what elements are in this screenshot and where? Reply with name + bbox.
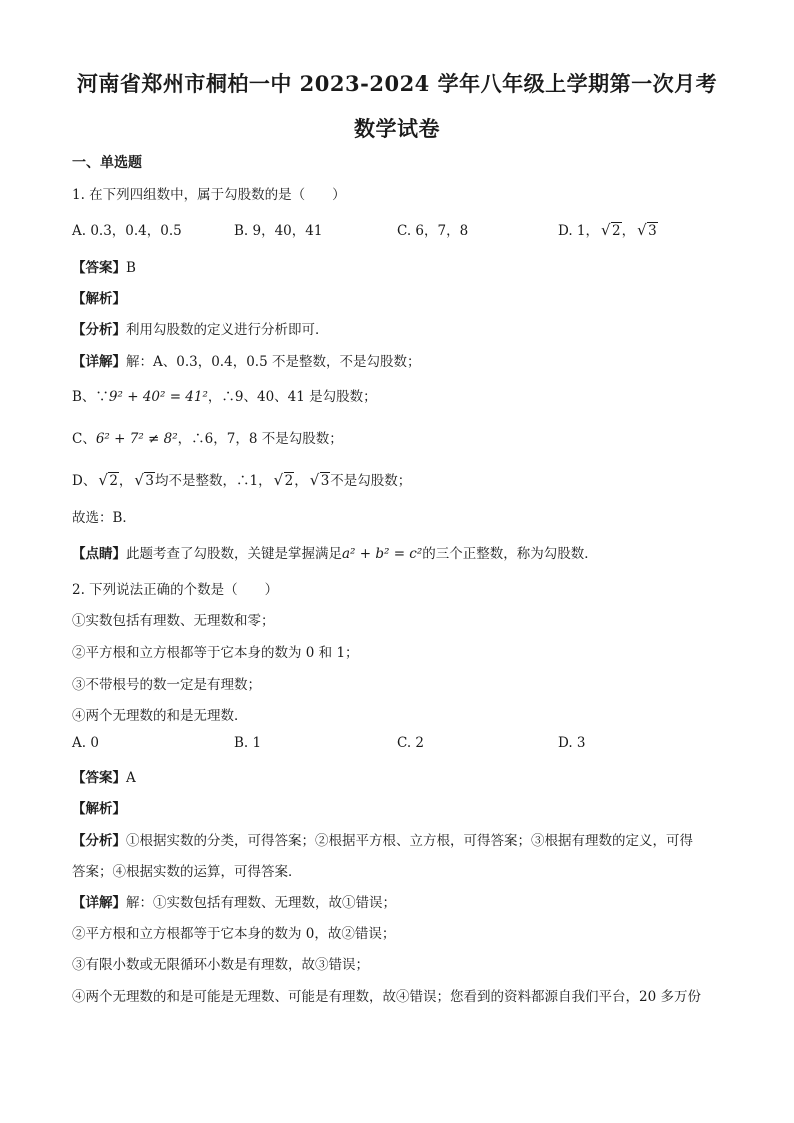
- xiangjie-text: 解：①实数包括有理数、无理数，故①错误；: [126, 895, 396, 911]
- q2-option-c: C. 2: [397, 735, 425, 751]
- q1-option-d: [558, 219, 658, 239]
- line-c-math: 6² + 7² ≠ 8²: [95, 431, 178, 447]
- answer-value: A: [126, 770, 136, 786]
- q2-option-a: A. 0: [72, 735, 99, 751]
- q2-stem: 2. 下列说法正确的个数是（ ）: [72, 582, 279, 598]
- analysis-tag: 【解析】: [72, 291, 126, 307]
- q2-fenxi: [72, 829, 693, 849]
- q2-statement-3: ③不带根号的数一定是有理数；: [72, 677, 261, 693]
- xiangjie-tag: 【详解】: [72, 354, 126, 370]
- line-b-prefix: B、∵: [72, 389, 109, 405]
- exam-title: 河南省郑州市桐柏一中 2023-2024 学年八年级上学期第一次月考: [76, 71, 718, 96]
- line-b-suffix: ，∴9、40、41 是勾股数；: [207, 389, 377, 405]
- line-d-sep: ，: [118, 473, 133, 489]
- sqrt-icon: √ 3: [637, 223, 658, 239]
- q1-option-d-sep: ，: [621, 223, 636, 239]
- answer-tag: 【答案】: [72, 260, 126, 276]
- line-d-sep2: ，: [294, 473, 308, 489]
- fenxi-text: ①根据实数的分类，可得答案；②根据平方根、立方根，可得答案；③根据有理数的定义，可得: [126, 833, 693, 849]
- q2-option-d: D. 3: [558, 735, 586, 751]
- dianjing-math: a² + b² = c²: [342, 546, 423, 562]
- fenxi-tag: 【分析】: [72, 322, 126, 338]
- analysis-tag: 【解析】: [72, 801, 126, 817]
- line-d-suffix: 不是勾股数；: [330, 473, 412, 489]
- q1-fenxi: [72, 318, 329, 338]
- q2-answer: [72, 766, 136, 786]
- q1-option-c: C. 6，7，8: [397, 223, 469, 239]
- q2-fenxi-cont: 答案；④根据实数的运算，可得答案．: [72, 864, 302, 880]
- q1-dianjing: [72, 542, 598, 562]
- line-b-math: 9² + 40² = 41²: [108, 389, 208, 405]
- sqrt-icon: √ 2: [601, 223, 622, 239]
- dianjing-tag: 【点睛】: [72, 546, 126, 562]
- q2-detail-4: ④两个无理数的和是可能是无理数、可能是有理数，故④错误；您看到的资料都源自我们平台，20 多万份: [72, 989, 701, 1005]
- q2-statement-1: ①实数包括有理数、无理数和零；: [72, 613, 275, 629]
- q1-option-a: A. 0.3，0.4，0.5: [72, 223, 182, 239]
- dianjing-suffix: 的三个正整数，称为勾股数．: [422, 546, 598, 562]
- q1-answer: [72, 256, 136, 276]
- sqrt-icon: √ 2: [98, 473, 119, 489]
- q2-statement-2: ②平方根和立方根都等于它本身的数为 0 和 1；: [72, 645, 359, 661]
- q2-option-b: B. 1: [234, 735, 262, 751]
- q1-line-d: [72, 469, 411, 489]
- q2-detail-2: ②平方根和立方根都等于它本身的数为 0，故②错误；: [72, 926, 396, 942]
- fenxi-text: 利用勾股数的定义进行分析即可．: [126, 322, 329, 338]
- answer-value: B: [126, 260, 136, 276]
- q1-line-c: [72, 427, 343, 447]
- sqrt-icon: √ 3: [310, 473, 331, 489]
- q1-option-d-prefix: D. 1，: [558, 223, 600, 239]
- line-d-mid: 均不是整数，∴1，: [155, 473, 272, 489]
- section-heading: 一、单选题: [72, 155, 142, 171]
- q1-line-b: [72, 385, 377, 405]
- line-c-suffix: ，∴6，7，8 不是勾股数；: [177, 431, 343, 447]
- line-d-prefix: D、: [72, 473, 97, 489]
- q1-xiangjie: [72, 350, 420, 370]
- q1-option-b: B. 9，40，41: [234, 223, 323, 239]
- line-c-prefix: C、: [72, 431, 96, 447]
- exam-subtitle: 数学试卷: [354, 116, 440, 141]
- answer-tag: 【答案】: [72, 770, 126, 786]
- xiangjie-text: 解：A、0.3，0.4，0.5 不是整数，不是勾股数；: [126, 354, 421, 370]
- xiangjie-tag: 【详解】: [72, 895, 126, 911]
- sqrt-icon: √ 2: [274, 473, 295, 489]
- q2-statement-4: ④两个无理数的和是无理数．: [72, 708, 248, 724]
- fenxi-tag: 【分析】: [72, 833, 126, 849]
- q2-detail-3: ③有限小数或无限循环小数是有理数，故③错误；: [72, 957, 369, 973]
- q2-xiangjie: [72, 891, 396, 911]
- dianjing-prefix: 此题考查了勾股数，关键是掌握满足: [126, 546, 342, 562]
- sqrt-icon: √ 3: [134, 473, 155, 489]
- q1-guxuan: 故选：B．: [72, 510, 136, 526]
- q1-stem: 1. 在下列四组数中，属于勾股数的是（ ）: [72, 187, 346, 203]
